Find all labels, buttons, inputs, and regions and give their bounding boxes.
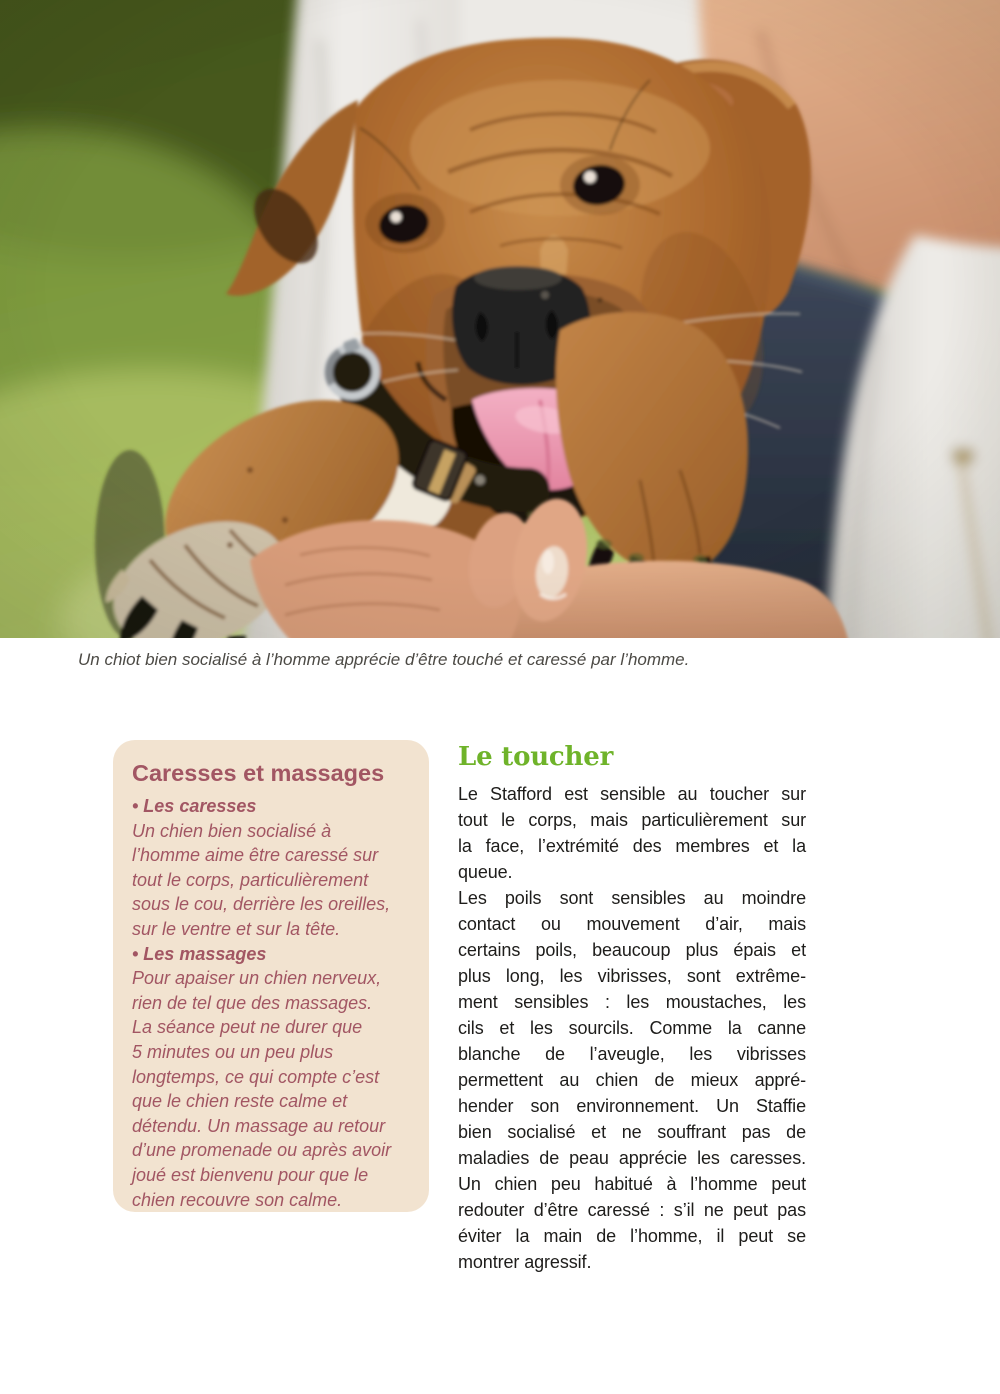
text-line: blanche de l’aveugle, les vibrisses xyxy=(458,1044,806,1064)
text-line: certains poils, beaucoup plus épais et xyxy=(458,940,806,960)
text-line: La séance peut ne durer que xyxy=(132,1017,363,1038)
text-line: 5 minutes ou un peu plus xyxy=(132,1041,334,1062)
text-line: montrer agressif. xyxy=(458,1252,592,1272)
text-line: éviter la main de l’homme, il peut se xyxy=(458,1226,806,1246)
text-line: d’une promenade ou après avoir xyxy=(132,1140,392,1161)
text-line: contact ou mouvement d’air, mais xyxy=(458,914,806,934)
article-title: Le toucher xyxy=(458,742,614,772)
text-line: Un chien bien socialisé à xyxy=(132,820,332,841)
puppy-photo-illustration xyxy=(0,0,1000,638)
box-bullet-massages: • Les massages xyxy=(132,943,267,964)
text-line: chien recouvre son calme. xyxy=(132,1189,343,1210)
text-line: sous le cou, derrière les oreilles, xyxy=(132,894,391,915)
box-bullet-caresses: • Les caresses xyxy=(132,796,257,816)
text-line: que le chien reste calme et xyxy=(132,1091,348,1112)
text-line: redouter d’être caressé : s’il ne peut pas xyxy=(458,1200,806,1220)
puppy-photo xyxy=(0,0,1000,638)
text-line: tout le corps, mais particulièrement sur xyxy=(458,810,806,830)
text-line: queue. xyxy=(458,862,513,882)
text-line: tout le corps, particulièrement xyxy=(132,869,369,890)
text-line: sur le ventre et sur la tête. xyxy=(132,918,341,939)
text-line: la face, l’extrémité des membres et la xyxy=(458,836,806,856)
text-line: rien de tel que des massages. xyxy=(132,992,373,1013)
text-line: l’homme aime être caressé sur xyxy=(132,845,379,866)
text-line: joué est bienvenu pour que le xyxy=(132,1164,369,1185)
text-line: Le Stafford est sensible au toucher sur xyxy=(458,784,806,804)
text-line: longtemps, ce qui compte c’est xyxy=(132,1066,380,1087)
text-line: hender son environnement. Un Staffie xyxy=(458,1096,806,1116)
text-line: détendu. Un massage au retour xyxy=(132,1115,386,1136)
box-title: Caresses et massages xyxy=(132,760,385,786)
text-line: plus long, les vibrisses, sont extrême- xyxy=(458,966,806,986)
text-line: Les poils sont sensibles au moindre xyxy=(458,888,806,908)
photo-caption: Un chiot bien socialisé à l’homme apprécie d’être touché et caressé par l’homme. xyxy=(78,650,690,669)
text-line: Un chien peu habitué à l’homme peut xyxy=(458,1174,806,1194)
text-line: cils et les sourcils. Comme la canne xyxy=(458,1018,806,1038)
text-line: permettent au chien de mieux appré- xyxy=(458,1070,806,1090)
text-line: Pour apaiser un chien nerveux, xyxy=(132,968,382,989)
caresses-massages-box xyxy=(113,740,429,1212)
text-line: bien socialisé et ne souffrant pas de xyxy=(458,1122,806,1142)
text-line: maladies de peau apprécie les caresses. xyxy=(458,1148,806,1168)
text-line: ment sensibles : les moustaches, les xyxy=(458,992,806,1012)
le-toucher-article xyxy=(458,742,806,1275)
